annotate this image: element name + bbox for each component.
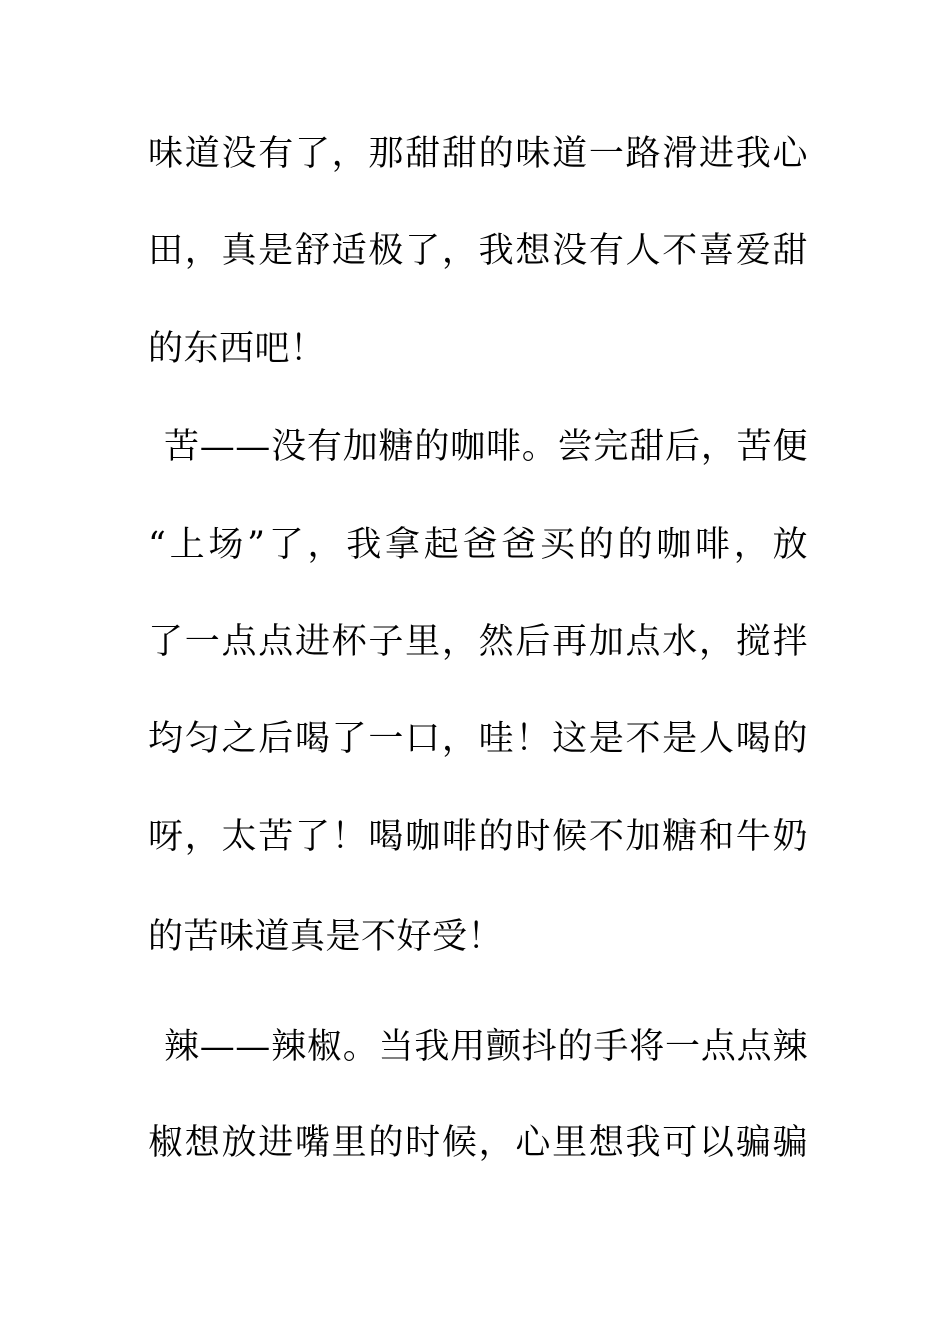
- text-line: 田，真是舒适极了，我想没有人不喜爱甜: [148, 231, 808, 271]
- text-line: 均匀之后喝了一口，哇！这是不是人喝的: [148, 719, 808, 759]
- text-line: 椒想放进嘴里的时候，心里想我可以骗骗: [148, 1123, 808, 1163]
- text-line: 了一点点进杯子里，然后再加点水，搅拌: [148, 622, 808, 662]
- text-line: 的苦味道真是不好受！: [148, 917, 504, 957]
- text-line: 的东西吧！: [148, 329, 326, 369]
- text-line: 味道没有了，那甜甜的味道一路滑进我心: [148, 134, 808, 174]
- paragraph-start-line: 辣——辣椒。当我用颤抖的手将一点点辣: [164, 1027, 808, 1067]
- text-line: “上场”了，我拿起爸爸买的的咖啡，放: [148, 525, 808, 565]
- text-line: 呀，太苦了！喝咖啡的时候不加糖和牛奶: [148, 817, 808, 857]
- paragraph-start-line: 苦——没有加糖的咖啡。尝完甜后，苦便: [164, 427, 808, 467]
